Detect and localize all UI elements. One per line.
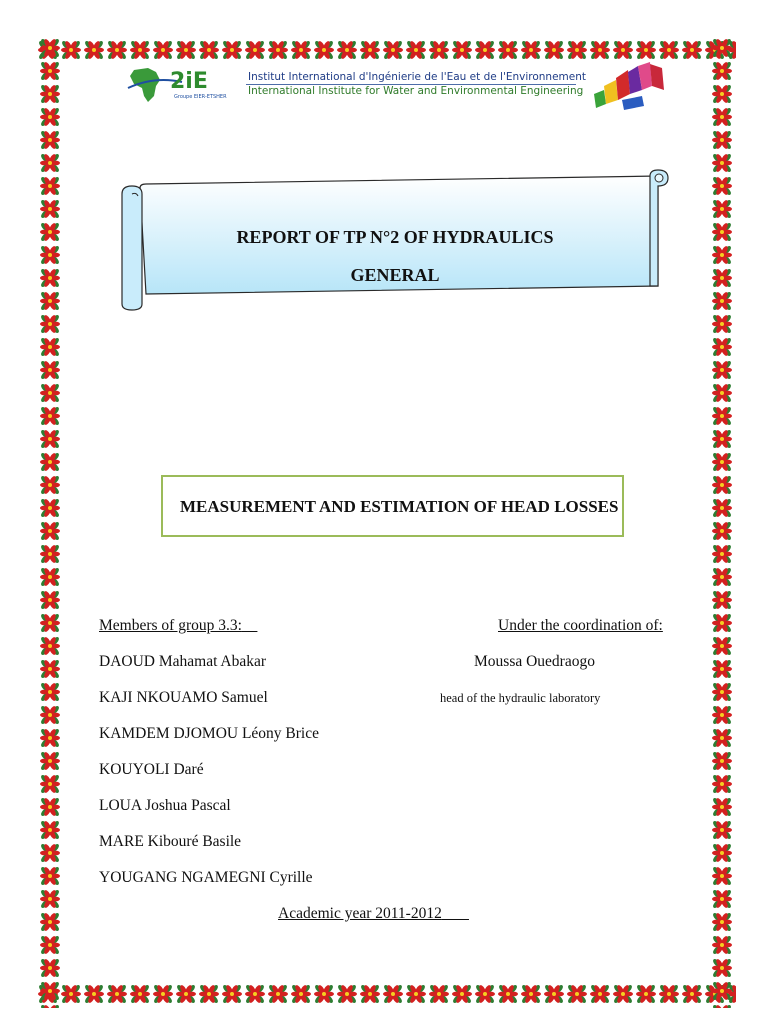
poinsettia-icon [40,774,61,795]
member-name: KOUYOLI Daré [99,761,204,778]
poinsettia-icon [712,406,733,427]
member-name: LOUA Joshua Pascal [99,797,231,814]
poinsettia-icon [712,337,733,358]
poinsettia-icon [475,984,496,1005]
poinsettia-icon [452,40,473,61]
poinsettia-icon [40,981,61,1002]
poinsettia-icon [590,40,611,61]
2ie-logo [124,62,236,108]
poinsettia-icon [337,40,358,61]
poinsettia-icon [712,751,733,772]
poinsettia-icon [712,498,733,519]
decorative-border-left [36,36,64,1008]
poinsettia-icon [153,40,174,61]
member-name: MARE Kibouré Basile [99,833,242,850]
poinsettia-icon [245,40,266,61]
poinsettia-icon [40,498,61,519]
institute-name-en: International Institute for Water and Environmental Engineering [248,85,584,97]
coordinator-name: Moussa Ouedraogo [474,653,595,670]
poinsettia-icon [712,820,733,841]
poinsettia-icon [544,984,565,1005]
academic-year: Academic year 2011-2012 [278,905,442,922]
poinsettia-icon [40,38,61,59]
member-name: KAMDEM DJOMOU Léony Brice [99,725,319,742]
poinsettia-icon [176,40,197,61]
poinsettia-icon [40,544,61,565]
poinsettia-icon [40,268,61,289]
poinsettia-icon [429,40,450,61]
poinsettia-icon [40,107,61,128]
poinsettia-icon [314,40,335,61]
poinsettia-icon [712,613,733,634]
poinsettia-icon [40,383,61,404]
poinsettia-icon [40,475,61,496]
poinsettia-icon [712,636,733,657]
poinsettia-icon [40,406,61,427]
poinsettia-icon [712,130,733,151]
logo-text: 2iE [170,69,208,94]
coordination-heading: Under the coordination of: [498,617,663,634]
poinsettia-icon [337,984,358,1005]
poinsettia-icon [40,176,61,197]
poinsettia-icon [406,40,427,61]
poinsettia-icon [712,981,733,1002]
poinsettia-icon [383,40,404,61]
poinsettia-icon [712,682,733,703]
poinsettia-icon [291,984,312,1005]
poinsettia-icon [712,866,733,887]
poinsettia-icon [429,984,450,1005]
poinsettia-icon [712,590,733,611]
poinsettia-icon [475,40,496,61]
poinsettia-icon [40,521,61,542]
poinsettia-icon [712,153,733,174]
poinsettia-icon [712,199,733,220]
poinsettia-icon [40,130,61,151]
poinsettia-icon [712,245,733,266]
poinsettia-icon [268,984,289,1005]
poinsettia-icon [40,84,61,105]
poinsettia-icon [712,728,733,749]
poinsettia-icon [40,245,61,266]
poinsettia-icon [712,291,733,312]
poinsettia-icon [498,984,519,1005]
poinsettia-icon [40,659,61,680]
flags-logo [592,60,670,112]
poinsettia-icon [452,984,473,1005]
poinsettia-icon [712,61,733,82]
poinsettia-icon [712,935,733,956]
poinsettia-icon [40,590,61,611]
poinsettia-icon [40,958,61,979]
poinsettia-icon [712,659,733,680]
report-title-line1: REPORT OF TP N°2 OF HYDRAULICS [236,227,554,247]
poinsettia-icon [40,705,61,726]
poinsettia-icon [590,984,611,1005]
coordinator-role: head of the hydraulic laboratory [440,691,601,705]
poinsettia-icon [268,40,289,61]
poinsettia-icon [712,567,733,588]
poinsettia-icon [712,544,733,565]
report-title [140,218,650,294]
poinsettia-icon [130,40,151,61]
poinsettia-icon [636,40,657,61]
poinsettia-icon [245,984,266,1005]
poinsettia-icon [383,984,404,1005]
poinsettia-icon [40,843,61,864]
poinsettia-icon [40,751,61,772]
poinsettia-icon [40,728,61,749]
poinsettia-icon [153,984,174,1005]
poinsettia-icon [40,222,61,243]
poinsettia-icon [712,843,733,864]
poinsettia-icon [40,452,61,473]
decorative-border-bottom [36,980,736,1008]
poinsettia-icon [40,613,61,634]
poinsettia-icon [40,61,61,82]
poinsettia-icon [40,567,61,588]
logo-subtext: Groupe EIER-ETSHER [174,94,227,100]
poinsettia-icon [84,984,105,1005]
poinsettia-icon [40,820,61,841]
member-name: KAJI NKOUAMO Samuel [99,689,268,706]
poinsettia-icon [712,521,733,542]
poinsettia-icon [636,984,657,1005]
poinsettia-icon [222,984,243,1005]
poinsettia-icon [521,40,542,61]
poinsettia-icon [712,176,733,197]
poinsettia-icon [682,984,703,1005]
poinsettia-icon [40,429,61,450]
poinsettia-icon [712,912,733,933]
poinsettia-icon [40,912,61,933]
poinsettia-icon [40,866,61,887]
poinsettia-icon [40,360,61,381]
poinsettia-icon [360,984,381,1005]
poinsettia-icon [360,40,381,61]
poinsettia-icon [712,889,733,910]
poinsettia-icon [498,40,519,61]
poinsettia-icon [682,40,703,61]
poinsettia-icon [544,40,565,61]
poinsettia-icon [40,636,61,657]
poinsettia-icon [107,984,128,1005]
poinsettia-icon [712,107,733,128]
poinsettia-icon [712,429,733,450]
member-name: DAOUD Mahamat Abakar [99,653,267,670]
poinsettia-icon [712,705,733,726]
poinsettia-icon [40,199,61,220]
institute-name-fr: Institut International d'Ingénierie de l'Eau et de l'Environnement [248,71,586,83]
poinsettia-icon [567,40,588,61]
poinsettia-icon [222,40,243,61]
poinsettia-icon [712,774,733,795]
poinsettia-icon [712,452,733,473]
decorative-border-right [708,36,736,1008]
poinsettia-icon [613,40,634,61]
poinsettia-icon [130,984,151,1005]
poinsettia-icon [107,40,128,61]
members-heading: Members of group 3.3: [99,617,242,634]
poinsettia-icon [712,314,733,335]
poinsettia-icon [40,314,61,335]
poinsettia-icon [659,40,680,61]
poinsettia-icon [199,40,220,61]
poinsettia-icon [40,291,61,312]
poinsettia-icon [712,475,733,496]
poinsettia-icon [712,38,733,59]
poinsettia-icon [176,984,197,1005]
poinsettia-icon [712,222,733,243]
poinsettia-icon [40,153,61,174]
poinsettia-icon [314,984,335,1005]
poinsettia-icon [712,383,733,404]
member-name: YOUGANG NGAMEGNI Cyrille [99,869,313,886]
poinsettia-icon [40,935,61,956]
poinsettia-icon [712,268,733,289]
poinsettia-icon [40,682,61,703]
subject-title: MEASUREMENT AND ESTIMATION OF HEAD LOSSES [180,497,619,516]
poinsettia-icon [712,360,733,381]
poinsettia-icon [712,958,733,979]
header-rule [246,84,576,85]
report-title-line2: GENERAL [350,265,440,285]
poinsettia-icon [659,984,680,1005]
poinsettia-icon [40,1004,61,1008]
poinsettia-icon [406,984,427,1005]
poinsettia-icon [84,40,105,61]
poinsettia-icon [567,984,588,1005]
poinsettia-icon [712,797,733,818]
poinsettia-icon [712,84,733,105]
poinsettia-icon [521,984,542,1005]
poinsettia-icon [40,797,61,818]
poinsettia-icon [712,1004,733,1008]
poinsettia-icon [613,984,634,1005]
poinsettia-icon [291,40,312,61]
poinsettia-icon [199,984,220,1005]
poinsettia-icon [40,889,61,910]
poinsettia-icon [40,337,61,358]
